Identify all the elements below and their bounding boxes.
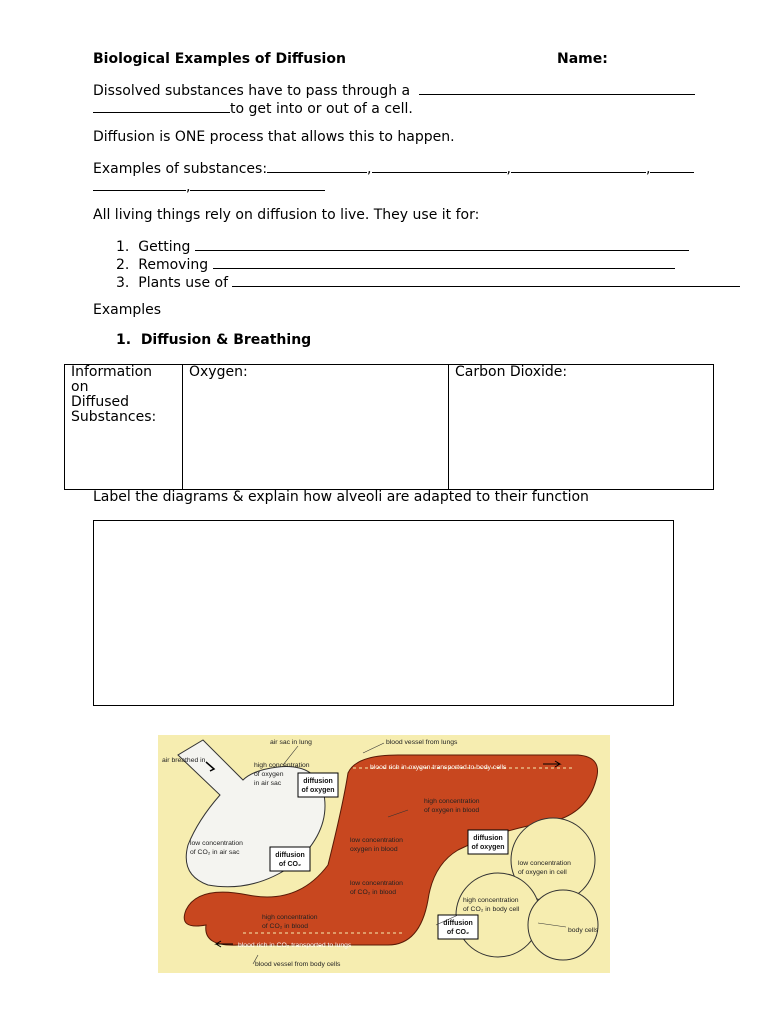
carbon-dioxide-header: Carbon Dioxide:: [455, 364, 568, 380]
blank-membrane-continued[interactable]: [93, 98, 230, 113]
carbon-dioxide-cell[interactable]: [449, 365, 714, 490]
use-item-text: Removing: [138, 257, 209, 273]
section-title: Diffusion & Breathing: [140, 332, 312, 348]
worksheet-title: Biological Examples of Diffusion: [93, 51, 346, 67]
blank-substance-6[interactable]: [190, 176, 325, 191]
intro-line2: [93, 98, 413, 117]
row-header-line: on: [71, 379, 89, 395]
label-high-o2-sac: high concentration: [254, 762, 310, 769]
blank-substance-4[interactable]: [650, 158, 694, 173]
use-item-number: 3.: [116, 275, 130, 291]
intro-line1: [93, 80, 695, 99]
use-item-text: Getting: [138, 239, 191, 255]
box-label: diffusion: [443, 920, 473, 927]
answer-box[interactable]: [93, 520, 674, 706]
diffusion-of-oxygen-box-1: [298, 773, 338, 797]
box-label: of CO₂: [446, 929, 470, 936]
blank-substance-5[interactable]: [93, 176, 186, 191]
blank-membrane[interactable]: [419, 80, 695, 95]
label-high-co2-blood: of CO₂ in blood: [262, 923, 309, 930]
intro-line3: Diffusion is ONE process that allows this to happen.: [93, 129, 455, 145]
blank-substance-2[interactable]: [372, 158, 507, 173]
use-item-2: [116, 254, 675, 273]
label-high-co2-cell: of CO₂ in body cell: [463, 906, 520, 913]
box-label: diffusion: [275, 852, 305, 859]
label-low-o2-blood: low concentration: [350, 837, 403, 844]
use-item-number: 1.: [116, 239, 130, 255]
use-item-text: Plants use of: [138, 275, 229, 291]
oxygen-header: Oxygen:: [189, 364, 248, 380]
label-high-co2-cell: high concentration: [463, 897, 519, 904]
row-header-line: Information: [71, 364, 153, 380]
blank-substance-1[interactable]: [267, 158, 367, 173]
diffusion-of-oxygen-box-2: [468, 830, 508, 854]
diffused-substances-table: [64, 364, 714, 490]
intro-line1-text: Dissolved substances have to pass through a: [93, 83, 411, 99]
label-air-breathed: air breathed in: [162, 757, 206, 764]
label-low-o2-cell: low concentration: [518, 860, 571, 867]
examples-of-substances: Examples of substances: , , ,: [93, 158, 694, 177]
intro-line2-text: to get into or out of a cell.: [230, 101, 413, 117]
label-vessel-from-cells: blood vessel from body cells: [255, 961, 341, 968]
diffusion-of-co2-box-2: [438, 915, 478, 939]
box-label: diffusion: [303, 778, 333, 785]
box-label: of CO₂: [278, 861, 302, 868]
name-label: Name:: [557, 51, 608, 67]
examples-label: Examples of substances:: [93, 161, 268, 177]
label-low-co2-blood: of CO₂ in blood: [350, 889, 397, 896]
use-item-3: [116, 272, 740, 291]
section-heading-breathing: [116, 332, 311, 348]
label-low-co2-sac: of CO₂ in air sac: [190, 849, 240, 856]
label-high-o2-sac: in air sac: [254, 780, 282, 787]
label-body-cells: body cells: [568, 927, 599, 934]
use-item-number: 2.: [116, 257, 130, 273]
label-vessel-from-lungs: blood vessel from lungs: [386, 739, 458, 746]
examples-of-substances-line2: ,: [93, 176, 325, 195]
label-high-co2-blood: high concentration: [262, 914, 318, 921]
label-air-sac: air sac in lung: [270, 739, 312, 746]
section-number: 1.: [116, 332, 132, 348]
row-header-line: Substances:: [71, 409, 157, 425]
label-high-o2-blood: of oxygen in blood: [424, 807, 480, 814]
use-item-1: [116, 236, 689, 255]
examples-heading: Examples: [93, 302, 162, 318]
label-high-o2-sac: of oxygen: [254, 771, 284, 778]
diffusion-diagram: [158, 735, 610, 973]
label-oxygen-rich: blood rich in oxygen transported to body cells: [370, 764, 507, 771]
blank-plants-use[interactable]: [232, 272, 740, 287]
uses-intro: All living things rely on diffusion to live. They use it for:: [93, 207, 480, 223]
label-low-o2-cell: of oxygen in cell: [518, 869, 567, 876]
box-label: of oxygen: [301, 787, 335, 794]
label-low-o2-blood: oxygen in blood: [350, 846, 398, 853]
box-label: diffusion: [473, 835, 503, 842]
label-low-co2-sac: low concentration: [190, 840, 243, 847]
blank-substance-3[interactable]: [511, 158, 646, 173]
label-instruction: Label the diagrams & explain how alveoli are adapted to their function: [93, 489, 589, 505]
label-co2-rich: blood rich in CO₂ transported to lungs: [238, 942, 352, 949]
label-low-co2-blood: low concentration: [350, 880, 403, 887]
box-label: of oxygen: [471, 844, 505, 851]
oxygen-cell[interactable]: [183, 365, 449, 490]
blank-removing[interactable]: [213, 254, 675, 269]
blank-getting[interactable]: [195, 236, 689, 251]
row-header-cell: [65, 365, 183, 490]
diffusion-of-co2-box-1: [270, 847, 310, 871]
row-header-line: Diffused: [71, 394, 129, 410]
label-high-o2-blood: high concentration: [424, 798, 480, 805]
